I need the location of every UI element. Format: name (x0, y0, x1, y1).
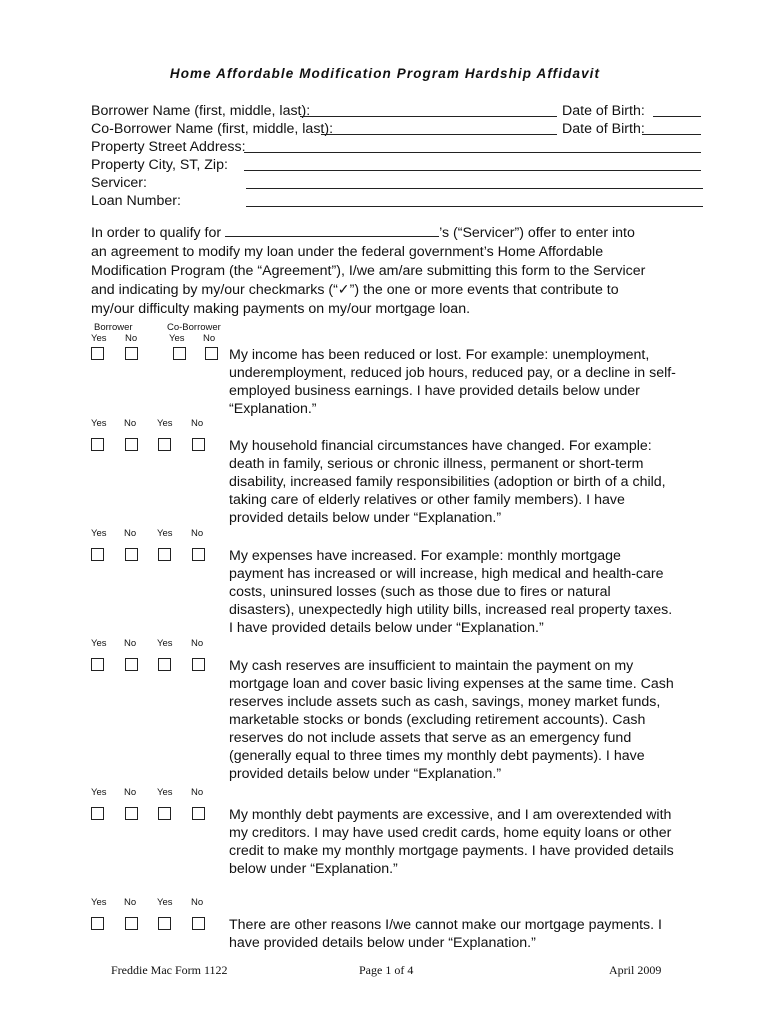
borrower-yes-checkbox[interactable] (91, 548, 104, 561)
borrower-yes-checkbox[interactable] (91, 438, 104, 451)
intro-text-start: In order to qualify for (91, 225, 222, 241)
borrower-yes-label: Yes (91, 897, 107, 908)
hardship-item-text: My cash reserves are insufficient to maintain the payment on my mortgage loan and cover basic living expenses at the same time. Cash reserves include assets such as cash, savings, money market funds, marketable stocks or bonds (excluding retirement accounts). Cash reserves do not include assets that serve as an emergency fund (generally equal to three times my monthly debt payments). I have provided details below under “Explanation.” (229, 658, 674, 782)
street-address-label: Property Street Address: (91, 139, 246, 155)
borrower-yes-checkbox[interactable] (91, 807, 104, 820)
borrower-yes-label: Yes (91, 787, 107, 798)
coborrower-yes-label: Yes (169, 333, 185, 344)
intro-text-rest: ’s (“Servicer”) offer to enter into an agreement to modify my loan under the federal government’s Home Affordable Modification Program (the “Agreement”), I/we am/are submitting this form to the Servicer and indicating by my/our checkmarks (“✓”) the one or more events that contribute to my/our difficulty making payments on my/our mortgage loan. (91, 225, 646, 317)
servicer-name-blank[interactable] (225, 223, 439, 237)
servicer-label: Servicer: (91, 175, 147, 191)
coborrower-yes-label: Yes (157, 418, 173, 429)
coborrower-dob-field[interactable] (642, 134, 701, 135)
coborrower-no-label: No (191, 638, 204, 649)
loan-number-field[interactable] (246, 206, 703, 207)
form-title: Home Affordable Modification Program Hardship Affidavit (169, 66, 601, 81)
coborrower-no-label: No (191, 528, 204, 539)
coborrower-yes-checkbox[interactable] (158, 917, 171, 930)
borrower-yes-label: Yes (91, 418, 107, 429)
borrower-no-checkbox[interactable] (125, 438, 138, 451)
coborrower-name-label: Co-Borrower Name (first, middle, last): (91, 121, 334, 137)
hardship-item-text: My household financial circumstances have changed. For example: death in family, serious or chronic illness, permanent or short-term disability, increased family responsibilities (adoption or birth of a child, taking care of elderly relatives or other family members). I have provided details below under “Explanation.” (229, 438, 666, 526)
borrower-no-label: No (124, 418, 137, 429)
hardship-item-text: My expenses have increased. For example: monthly mortgage payment has increased or will increase, high medical and health-care costs, uninsured losses (such as those due to fires or natural disasters), unexpectedly high utility bills, increased real property taxes. I have provided details below under “Explanation.” (229, 548, 673, 636)
street-address-field[interactable] (244, 152, 701, 153)
coborrower-no-checkbox[interactable] (192, 548, 205, 561)
hardship-item-text: My income has been reduced or lost. For example: unemployment, underemployment, reduced job hours, reduced pay, or a decline in self-employed business earnings. I have provided details below under “Explanation.” (229, 347, 676, 417)
coborrower-no-label: No (203, 333, 216, 344)
coborrower-yes-checkbox[interactable] (173, 347, 186, 360)
borrower-yes-checkbox[interactable] (91, 917, 104, 930)
borrower-no-label: No (124, 787, 137, 798)
intro-paragraph (91, 223, 651, 319)
borrower-yes-label: Yes (91, 333, 107, 344)
borrower-name-field[interactable] (300, 116, 557, 117)
hardship-item-text: There are other reasons I/we cannot make our mortgage payments. I have provided details below under “Explanation.” (229, 917, 662, 951)
loan-number-label: Loan Number: (91, 193, 181, 209)
borrower-no-label: No (125, 333, 138, 344)
borrower-no-label: No (124, 897, 137, 908)
borrower-yes-label: Yes (91, 528, 107, 539)
borrower-no-label: No (124, 528, 137, 539)
city-state-zip-label: Property City, ST, Zip: (91, 157, 228, 173)
coborrower-no-checkbox[interactable] (192, 658, 205, 671)
borrower-yes-checkbox[interactable] (91, 658, 104, 671)
coborrower-yes-label: Yes (157, 638, 173, 649)
footer-form-number: Freddie Mac Form 1122 (111, 963, 228, 977)
footer-page-number: Page 1 of 4 (359, 963, 414, 977)
coborrower-yes-checkbox[interactable] (158, 658, 171, 671)
borrower-no-label: No (124, 638, 137, 649)
coborrower-yes-label: Yes (157, 897, 173, 908)
servicer-field[interactable] (246, 188, 703, 189)
borrower-dob-field[interactable] (653, 116, 701, 117)
coborrower-yes-label: Yes (157, 528, 173, 539)
borrower-name-label: Borrower Name (first, middle, last): (91, 103, 311, 119)
coborrower-yes-checkbox[interactable] (158, 807, 171, 820)
coborrower-yes-label: Yes (157, 787, 173, 798)
hardship-item-text: My monthly debt payments are excessive, and I am overextended with my creditors. I may have used credit cards, home equity loans or other credit to make my monthly mortgage payments. I have provided details below under “Explanation.” (229, 807, 674, 877)
borrower-dob-label: Date of Birth: (562, 103, 645, 119)
borrower-yes-label: Yes (91, 638, 107, 649)
footer-date: April 2009 (609, 963, 662, 977)
coborrower-name-field[interactable] (321, 134, 557, 135)
borrower-yes-checkbox[interactable] (91, 347, 104, 360)
borrower-column-header: Borrower (94, 322, 133, 333)
coborrower-no-checkbox[interactable] (192, 917, 205, 930)
coborrower-no-label: No (191, 897, 204, 908)
borrower-no-checkbox[interactable] (125, 917, 138, 930)
borrower-no-checkbox[interactable] (125, 807, 138, 820)
borrower-no-checkbox[interactable] (125, 658, 138, 671)
coborrower-column-header: Co-Borrower (167, 322, 221, 333)
coborrower-yes-checkbox[interactable] (158, 548, 171, 561)
borrower-no-checkbox[interactable] (125, 548, 138, 561)
coborrower-yes-checkbox[interactable] (158, 438, 171, 451)
coborrower-no-checkbox[interactable] (192, 438, 205, 451)
coborrower-dob-label: Date of Birth: (562, 121, 645, 137)
coborrower-no-checkbox[interactable] (192, 807, 205, 820)
coborrower-no-label: No (191, 418, 204, 429)
city-state-zip-field[interactable] (244, 170, 701, 171)
coborrower-no-label: No (191, 787, 204, 798)
borrower-no-checkbox[interactable] (125, 347, 138, 360)
coborrower-no-checkbox[interactable] (205, 347, 218, 360)
